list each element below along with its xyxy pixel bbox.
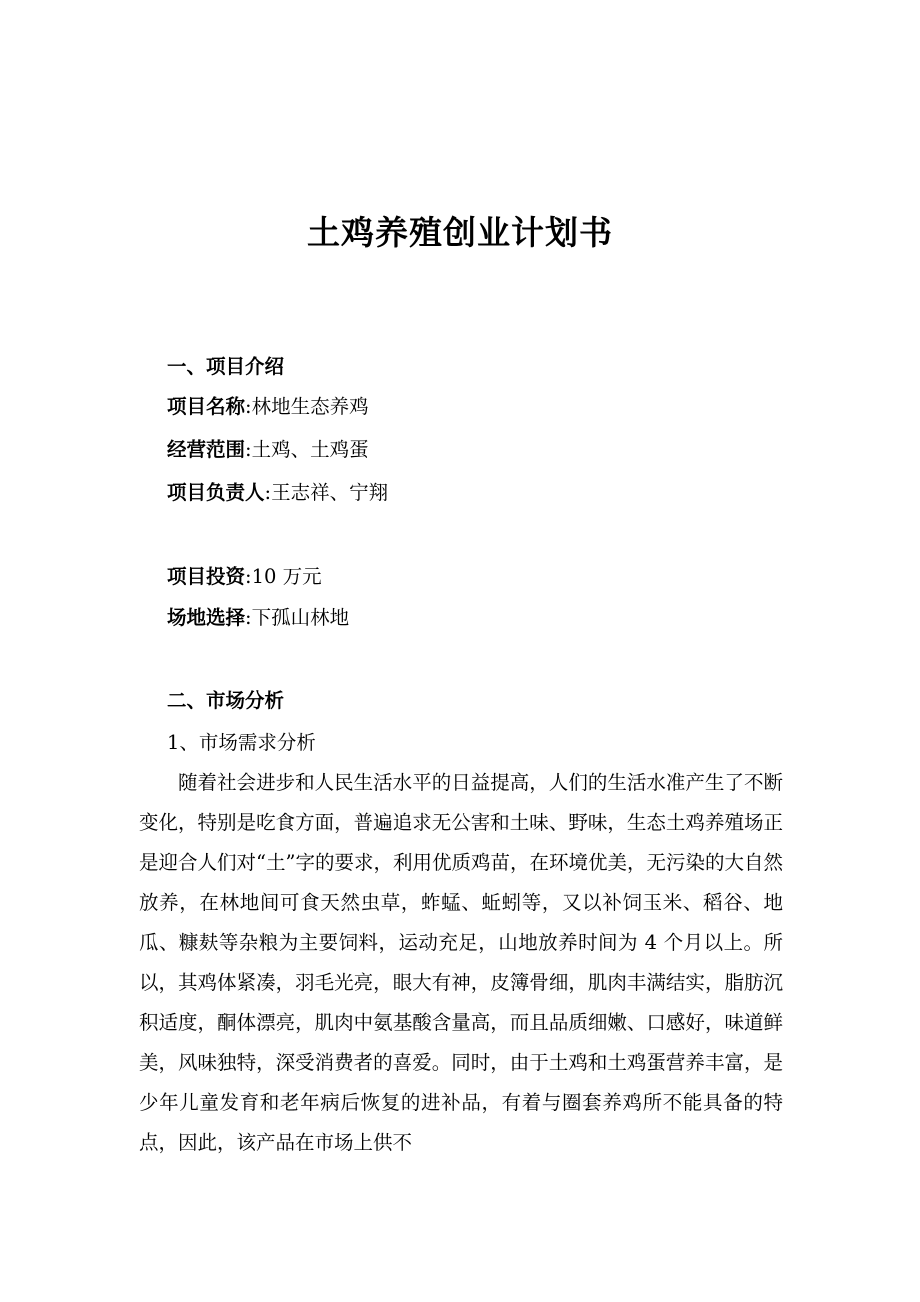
field-label: 经营范围 (167, 438, 246, 461)
field-site-selection (167, 603, 349, 633)
subsection-heading-market-demand: 1、市场需求分析 (167, 731, 316, 754)
market-demand-paragraph: 随着社会进步和人民生活水平的日益提高，人们的生活水准产生了不断变化，特别是吃食方面，普遍追求无公害和土味、野味，生态土鸡养殖场正是迎合人们对“土”字的要求，利用优质鸡苗，在环境优美，无污染的大自然放养，在林地间可食天然虫草，蚱蜢、蚯蚓等，又以补饲玉米、稻谷、地瓜、糠麸等杂粮为主要饲料，运动充足，山地放养时间为 4 个月以上。所以，其鸡体紧凑，羽毛光亮，眼大有神，皮簿骨细，肌肉丰满结实，脂肪沉积适度，酮体漂亮，肌肉中氨基酸含量高，而且品质细嫩、口感好，味道鲜美，风味独特，深受消费者的喜爱。同时，由于土鸡和土鸡蛋营养丰富，是少年儿童发育和老年病后恢复的进补品，有着与圈套养鸡所不能具备的特点，因此，该产品在市场上供不 (139, 771, 783, 1154)
field-label: 项目投资 (167, 565, 246, 588)
field-project-leader (167, 478, 388, 508)
field-label: 项目名称 (167, 395, 246, 418)
field-business-scope (167, 435, 369, 465)
field-separator: : (245, 565, 252, 588)
field-label: 项目负责人 (167, 481, 265, 504)
field-value: 10 万元 (251, 565, 322, 588)
field-value: 林地生态养鸡 (251, 395, 369, 418)
section-heading-market-analysis: 二、市场分析 (167, 689, 285, 712)
field-separator: : (245, 395, 252, 418)
field-value: 下孤山林地 (251, 606, 350, 629)
section-heading-project-intro: 一、项目介绍 (167, 355, 285, 378)
field-label: 场地选择 (167, 606, 246, 629)
field-separator: : (245, 606, 252, 629)
field-separator: : (245, 438, 252, 461)
field-value: 王志祥、宁翔 (271, 481, 389, 504)
field-project-name (167, 392, 369, 422)
field-separator: : (264, 481, 272, 504)
field-project-investment (167, 562, 322, 592)
document-title: 土鸡养殖创业计划书 (307, 213, 613, 252)
field-value: 土鸡、土鸡蛋 (251, 438, 369, 461)
